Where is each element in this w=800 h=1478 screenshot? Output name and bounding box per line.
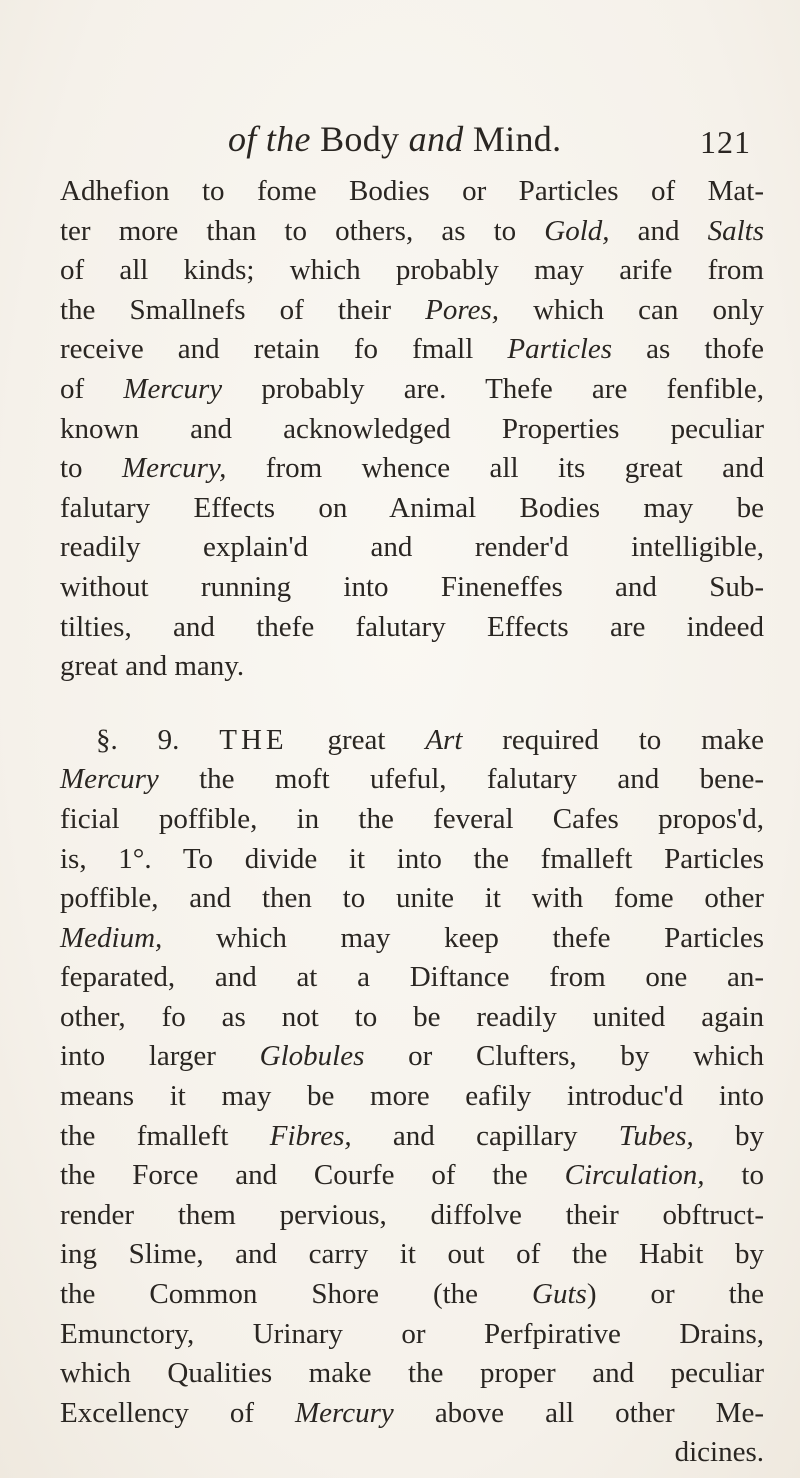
text-line: ing Slime, and carry it out of the Habit by bbox=[60, 1238, 764, 1271]
italic-term: Art bbox=[425, 723, 463, 756]
text-line: readily explain'd and render'd intelligible, bbox=[60, 531, 764, 564]
italic-term: Mercury, bbox=[121, 452, 227, 485]
text-line: falutary Effects on Animal Bodies may be bbox=[60, 491, 764, 524]
text-line: poffible, and then to unite it with fome other bbox=[60, 882, 764, 915]
running-head-body: Body bbox=[320, 119, 400, 159]
text-line: means it may be more eafily introduc'd into bbox=[60, 1080, 764, 1113]
text-line: the Common Shore (the Guts) or the bbox=[60, 1278, 764, 1311]
text-line: Adhefion to fome Bodies or Particles of Mat- bbox=[60, 175, 764, 207]
text-line: the Force and Courfe of the Circulation, to bbox=[60, 1159, 764, 1192]
text-line: §. 9. THE great Art required to make bbox=[96, 723, 764, 756]
text-line: which Qualities make the proper and peculiar bbox=[60, 1357, 764, 1390]
italic-term: Pores, bbox=[425, 293, 499, 326]
text-line: known and acknowledged Properties peculiar bbox=[60, 412, 764, 445]
text-line: Mercury the moft ufeful, falutary and bene- bbox=[60, 763, 764, 796]
text-line: render them pervious, diffolve their obftruct- bbox=[60, 1198, 764, 1231]
text-line: into larger Globules or Clufters, by which bbox=[60, 1040, 764, 1073]
italic-term: Circulation, bbox=[564, 1159, 705, 1192]
italic-term: Mercury bbox=[123, 372, 223, 405]
text-line: the Smallnefs of their Pores, which can only bbox=[60, 293, 764, 326]
italic-term: Particles bbox=[507, 333, 613, 366]
text-line: ficial poffible, in the feveral Cafes propos'd, bbox=[60, 802, 764, 835]
italic-term: Fibres, bbox=[269, 1119, 352, 1152]
italic-term: Salts bbox=[707, 214, 764, 247]
text-line: of all kinds; which probably may arife from bbox=[60, 254, 764, 287]
italic-term: Medium, bbox=[60, 921, 163, 954]
text-line: other, fo as not to be readily united again bbox=[60, 1000, 764, 1033]
text-line: without running into Fineneffes and Sub- bbox=[60, 570, 764, 603]
text-line: Emunctory, Urinary or Perfpirative Drains, bbox=[60, 1317, 764, 1350]
text-line: feparated, and at a Diftance from one an- bbox=[60, 961, 764, 994]
text-line: to Mercury, from whence all its great and bbox=[60, 452, 764, 485]
text-line: great and many. bbox=[60, 650, 245, 683]
italic-term: Mercury bbox=[60, 763, 159, 796]
running-head-of-the: of the bbox=[228, 119, 311, 159]
paragraph-1 bbox=[60, 172, 764, 687]
text-line: Excellency of Mercury above all other Me- bbox=[60, 1396, 764, 1429]
text-line: tilties, and thefe falutary Effects are indeed bbox=[60, 610, 764, 643]
italic-term: Globules bbox=[259, 1040, 365, 1073]
text-line: receive and retain fo fmall Particles as thofe bbox=[60, 333, 764, 366]
page-number: 121 bbox=[700, 124, 751, 160]
italic-term: Mercury bbox=[295, 1396, 394, 1429]
text-line: of Mercury probably are. Thefe are fenfible, bbox=[60, 372, 764, 405]
body-text bbox=[60, 172, 764, 1473]
running-head-mind: Mind. bbox=[472, 119, 562, 159]
text-line: ter more than to others, as to Gold, and Salts bbox=[60, 214, 764, 247]
italic-term: Guts bbox=[532, 1278, 587, 1311]
paragraph-2 bbox=[60, 721, 764, 1434]
running-head-and: and bbox=[408, 119, 464, 159]
running-head bbox=[228, 118, 561, 160]
paragraph-gap bbox=[60, 687, 764, 721]
text-line: Medium, which may keep thefe Particles bbox=[60, 921, 764, 954]
small-caps-word: THE bbox=[219, 723, 288, 756]
text-line: is, 1°. To divide it into the fmalleft Particles bbox=[60, 842, 764, 875]
text-line: the fmalleft Fibres, and capillary Tubes, by bbox=[60, 1119, 765, 1152]
catchword: dicines. bbox=[674, 1436, 764, 1469]
italic-term: Gold, bbox=[544, 214, 610, 247]
italic-term: Tubes, bbox=[618, 1119, 694, 1152]
